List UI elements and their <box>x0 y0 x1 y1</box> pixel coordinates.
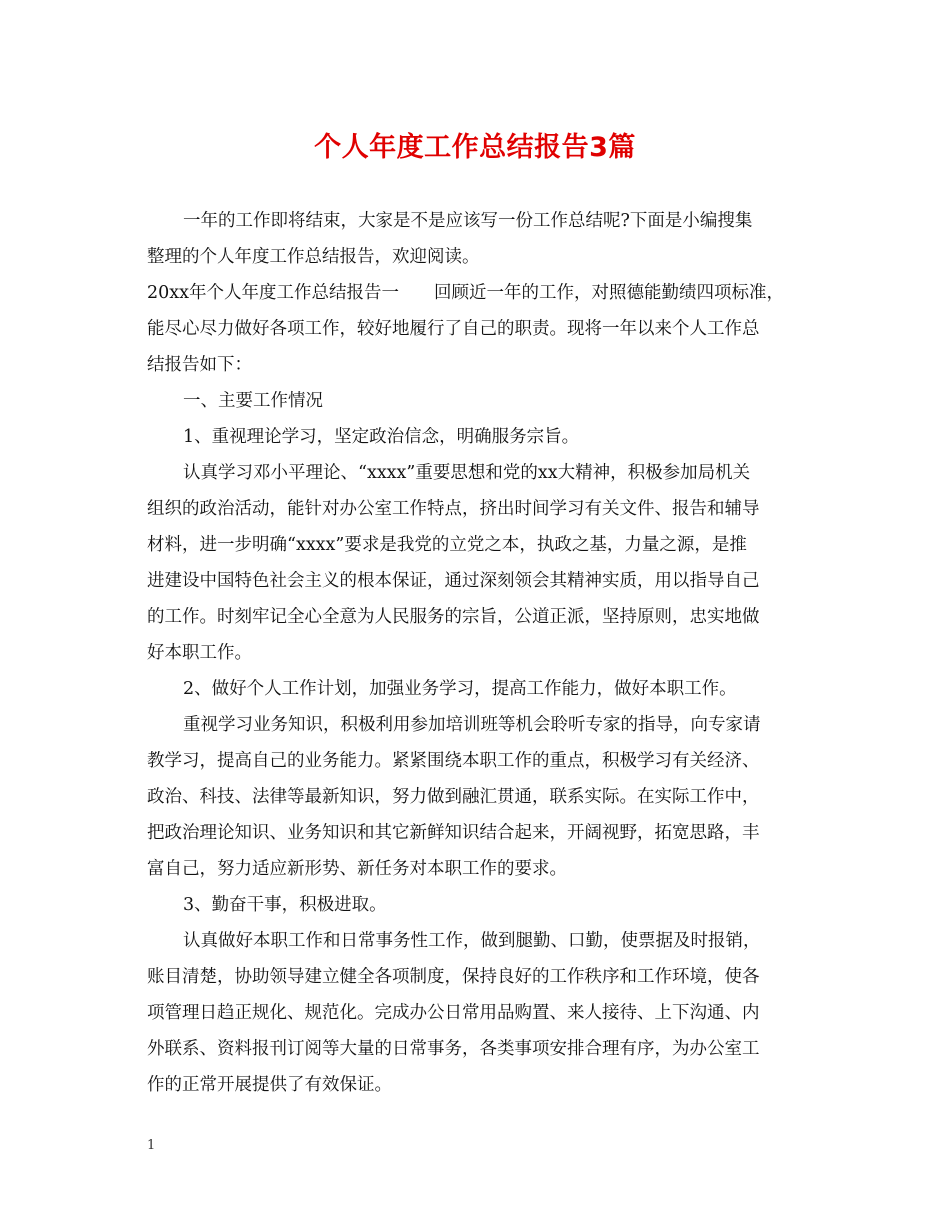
text-line: 一年的工作即将结束，大家是不是应该写一份工作总结呢?下面是小编搜集 <box>183 211 753 231</box>
text-line: 教学习，提高自己的业务能力。紧紧围绕本职工作的重点，积极学习有关经济、 <box>147 751 760 771</box>
text-line: 认真学习邓小平理论、“xxxx”重要思想和党的xx大精神，积极参加局机关 <box>183 463 751 483</box>
text-line: 外联系、资料报刊订阅等大量的日常事务，各类事项安排合理有序，为办公室工 <box>147 1039 760 1059</box>
subsection-heading: 2、做好个人工作计划，加强业务学习，提高工作能力，做好本职工作。 <box>183 679 737 699</box>
text-line: 能尽心尽力做好各项工作，较好地履行了自己的职责。现将一年以来个人工作总 <box>147 319 760 339</box>
text-line: 重视学习业务知识，积极利用参加培训班等机会聆听专家的指导，向专家请 <box>183 715 761 735</box>
text-line: 账目清楚，协助领导建立健全各项制度，保持良好的工作秩序和工作环境，使各 <box>147 967 760 987</box>
text-line: 好本职工作。 <box>147 643 252 663</box>
page-number: 1 <box>147 1138 156 1153</box>
text-line: 组织的政治活动，能针对办公室工作特点，挤出时间学习有关文件、报告和辅导 <box>147 499 760 519</box>
text-line: 20xx年个人年度工作总结报告一 回顾近一年的工作，对照德能勤绩四项标准， <box>147 283 785 303</box>
document-title: 个人年度工作总结报告3篇 <box>314 132 636 163</box>
subsection-heading: 3、勤奋干事，积极进取。 <box>183 895 387 915</box>
text-line: 作的正常开展提供了有效保证。 <box>147 1075 392 1095</box>
text-line: 认真做好本职工作和日常事务性工作，做到腿勤、口勤，使票据及时报销， <box>183 931 761 951</box>
text-line: 材料，进一步明确“xxxx”要求是我党的立党之本，执政之基，力量之源，是推 <box>147 535 747 555</box>
text-line: 政治、科技、法律等最新知识，努力做到融汇贯通，联系实际。在实际工作中， <box>147 787 760 807</box>
text-line: 结报告如下： <box>147 355 252 375</box>
section-heading: 一、主要工作情况 <box>183 391 323 411</box>
document-body <box>147 203 807 1103</box>
text-line: 项管理日趋正规化、规范化。完成办公日常用品购置、来人接待、上下沟通、内 <box>147 1003 760 1023</box>
text-line: 的工作。时刻牢记全心全意为人民服务的宗旨，公道正派，坚持原则，忠实地做 <box>147 607 760 627</box>
text-line: 把政治理论知识、业务知识和其它新鲜知识结合起来，开阔视野，拓宽思路，丰 <box>147 823 760 843</box>
text-line: 富自己，努力适应新形势、新任务对本职工作的要求。 <box>147 859 567 879</box>
text-line: 进建设中国特色社会主义的根本保证，通过深刻领会其精神实质，用以指导自己 <box>147 571 760 591</box>
subsection-heading: 1、重视理论学习，坚定政治信念，明确服务宗旨。 <box>183 427 580 447</box>
text-line: 整理的个人年度工作总结报告，欢迎阅读。 <box>147 247 480 267</box>
